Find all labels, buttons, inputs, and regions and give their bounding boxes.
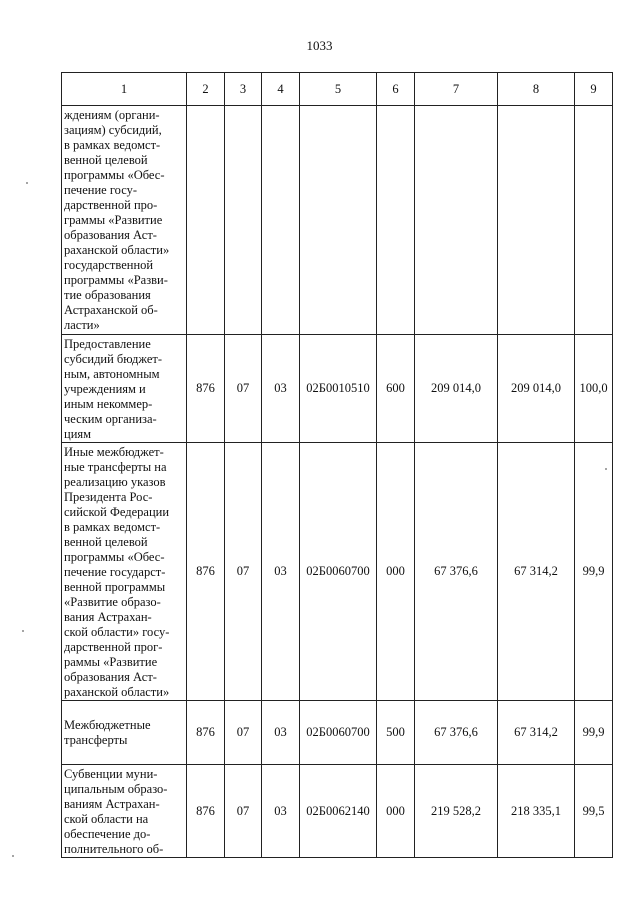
cell-expense-type <box>377 106 415 335</box>
scan-speck <box>12 855 14 857</box>
table-row <box>62 335 613 443</box>
column-header: 5 <box>300 73 377 106</box>
cell-target-article: 02Б0062140 <box>300 765 377 858</box>
cell-expense-type: 600 <box>377 335 415 443</box>
cell-subsection: 03 <box>262 335 300 443</box>
cell-admin-code: 876 <box>187 443 225 701</box>
column-header: 3 <box>225 73 262 106</box>
cell-percent: 99,5 <box>575 765 613 858</box>
table-row <box>62 701 613 765</box>
cell-target-article: 02Б0060700 <box>300 701 377 765</box>
cell-section: 07 <box>225 765 262 858</box>
row-description: Субвенции муни- ципальным образо- ваниям Астрахан- ской области на обеспечение до- полнительного об- <box>62 765 187 858</box>
scan-speck <box>605 468 607 470</box>
cell-section: 07 <box>225 701 262 765</box>
page-number: 1033 <box>306 38 333 53</box>
cell-percent: 100,0 <box>575 335 613 443</box>
budget-table <box>61 72 613 858</box>
cell-planned: 219 528,2 <box>415 765 498 858</box>
cell-target-article: 02Б0060700 <box>300 443 377 701</box>
cell-planned: 209 014,0 <box>415 335 498 443</box>
cell-admin-code: 876 <box>187 335 225 443</box>
table-row <box>62 106 613 335</box>
column-header: 7 <box>415 73 498 106</box>
column-header: 8 <box>498 73 575 106</box>
cell-expense-type: 000 <box>377 443 415 701</box>
row-description: ждениям (органи- зациям) субсидий, в рамках ведомст- венной целевой программы «Обес- печение госу- дарственной про- граммы «Развитие образования Аст- раханской области» государственной программы «Разви- тие образования Астраханской об- ласти» <box>62 106 187 335</box>
cell-subsection: 03 <box>262 443 300 701</box>
cell-admin-code <box>187 106 225 335</box>
cell-subsection <box>262 106 300 335</box>
cell-target-article <box>300 106 377 335</box>
cell-section: 07 <box>225 335 262 443</box>
scan-speck <box>22 630 24 632</box>
column-header: 6 <box>377 73 415 106</box>
column-header: 4 <box>262 73 300 106</box>
cell-section: 07 <box>225 443 262 701</box>
column-header: 2 <box>187 73 225 106</box>
scan-speck <box>26 182 28 184</box>
cell-target-article: 02Б0010510 <box>300 335 377 443</box>
cell-executed: 67 314,2 <box>498 701 575 765</box>
table-row <box>62 443 613 701</box>
cell-section <box>225 106 262 335</box>
cell-percent: 99,9 <box>575 701 613 765</box>
cell-admin-code: 876 <box>187 765 225 858</box>
column-header: 1 <box>62 73 187 106</box>
table-row <box>62 765 613 858</box>
cell-executed <box>498 106 575 335</box>
cell-expense-type: 000 <box>377 765 415 858</box>
cell-executed: 218 335,1 <box>498 765 575 858</box>
cell-subsection: 03 <box>262 701 300 765</box>
cell-percent <box>575 106 613 335</box>
column-header: 9 <box>575 73 613 106</box>
cell-executed: 209 014,0 <box>498 335 575 443</box>
row-description: Иные межбюджет- ные трансферты на реализацию указов Президента Рос- сийской Федерации в рамках ведомст- венной целевой программы «Обес- печение государст- венной программы «Развитие образо- вания Астрахан- ской области» госу- дарственной прог- раммы «Развитие образования Аст- раханской области» <box>62 443 187 701</box>
row-description: Предоставление субсидий бюджет- ным, автономным учреждениям и иным некоммер- ческим организа- циям <box>62 335 187 443</box>
cell-planned: 67 376,6 <box>415 443 498 701</box>
cell-planned: 67 376,6 <box>415 701 498 765</box>
cell-subsection: 03 <box>262 765 300 858</box>
table-header-row <box>62 73 613 106</box>
cell-expense-type: 500 <box>377 701 415 765</box>
cell-planned <box>415 106 498 335</box>
cell-percent: 99,9 <box>575 443 613 701</box>
cell-admin-code: 876 <box>187 701 225 765</box>
row-description: Межбюджетные трансферты <box>62 701 187 765</box>
cell-executed: 67 314,2 <box>498 443 575 701</box>
